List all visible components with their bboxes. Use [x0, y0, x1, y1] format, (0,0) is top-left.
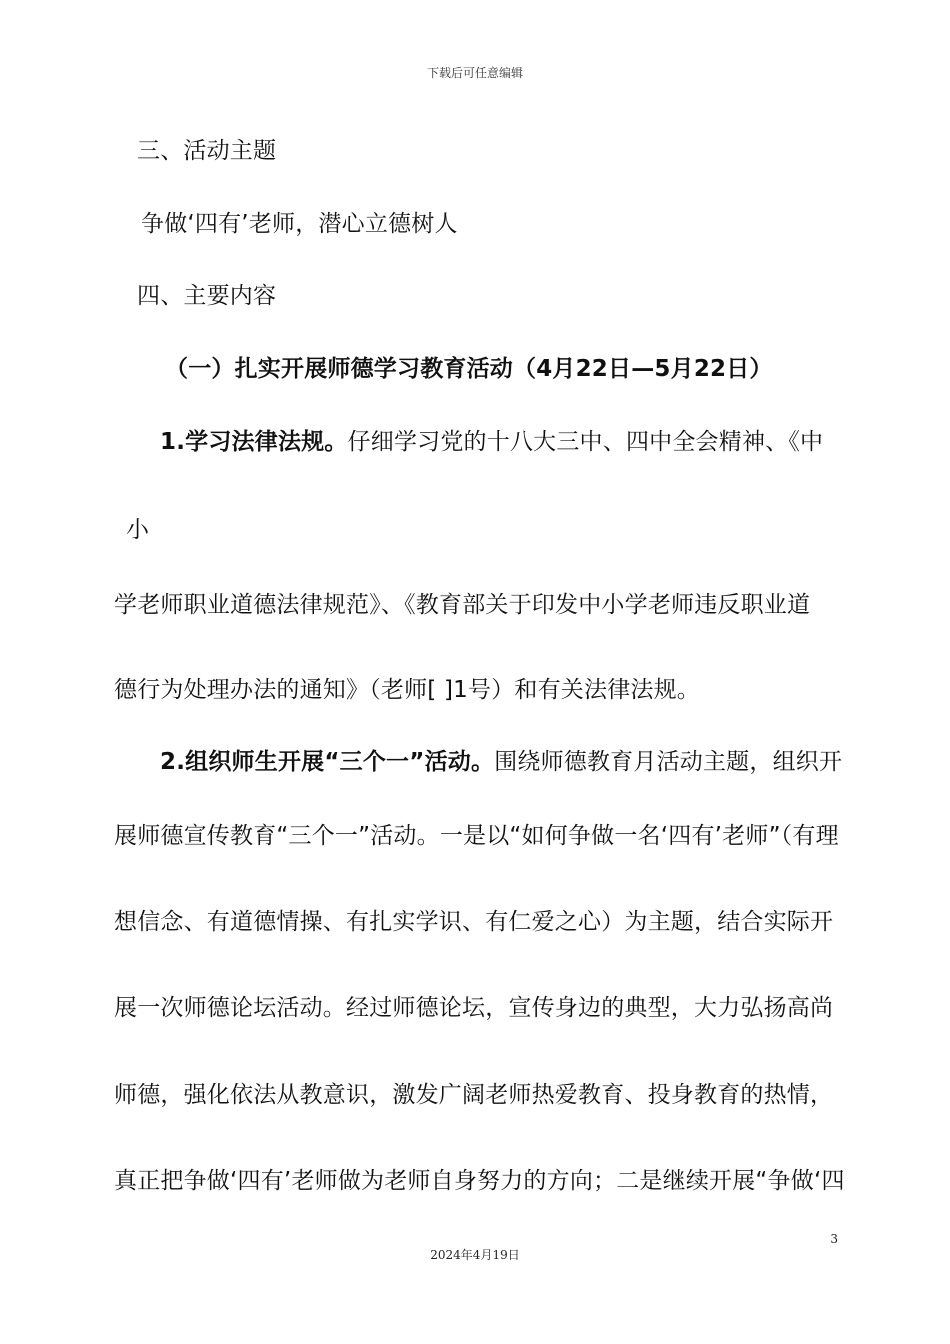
page-header: 下载后可任意编辑: [426, 66, 523, 80]
subsection-heading-study-activity: （一）扎实开展师德学习教育活动（4月22日—5月22日）: [165, 356, 773, 382]
item1-line-2: 小: [126, 517, 150, 543]
item2-line-3: 想信念、有道德情操、有扎实学识、有仁爱之心）为主题，结合实际开: [114, 909, 834, 935]
item1-line-3: 学老师职业道德法律规范》、《教育部关于印发中小学老师违反职业道: [114, 592, 811, 618]
item1-line-4: 德行为处理办法的通知》（老师[ ]1号）和有关法律法规。: [114, 677, 700, 703]
item2-line-4: 展一次师德论坛活动。经过师德论坛，宣传身边的典型，大力弘扬高尚: [114, 995, 834, 1021]
item1-text-1: 仔细学习党的十八大三中、四中全会精神、《中: [347, 429, 824, 455]
item2-text-1: 围绕师德教育月活动主题，组织开: [494, 749, 843, 775]
item2-line-6: 真正把争做‘四有’老师做为老师自身努力的方向；二是继续开展“争做‘四: [114, 1168, 845, 1194]
item1-line-1: [160, 427, 823, 457]
item2-line-2: 展师德宣传教育“三个一”活动。一是以“如何争做一名‘四有’老师”（有理: [114, 823, 839, 849]
activity-theme-text: 争做‘四有’老师，潜心立德树人: [141, 211, 458, 237]
page-footer-date: 2024年4月19日: [430, 1248, 520, 1262]
item2-line-5: 师德，强化依法从教意识，激发广阔老师热爱教育、投身教育的热情，: [114, 1082, 834, 1108]
item2-line-1: [160, 747, 842, 777]
item1-title: 1.学习法律法规。: [160, 429, 348, 455]
section-heading-activity-theme: 三、活动主题: [137, 138, 277, 164]
item2-title: 2.组织师生开展“三个一”活动。: [160, 749, 495, 775]
page-number: 3: [830, 1232, 838, 1246]
section-heading-main-content: 四、主要内容: [137, 283, 277, 309]
